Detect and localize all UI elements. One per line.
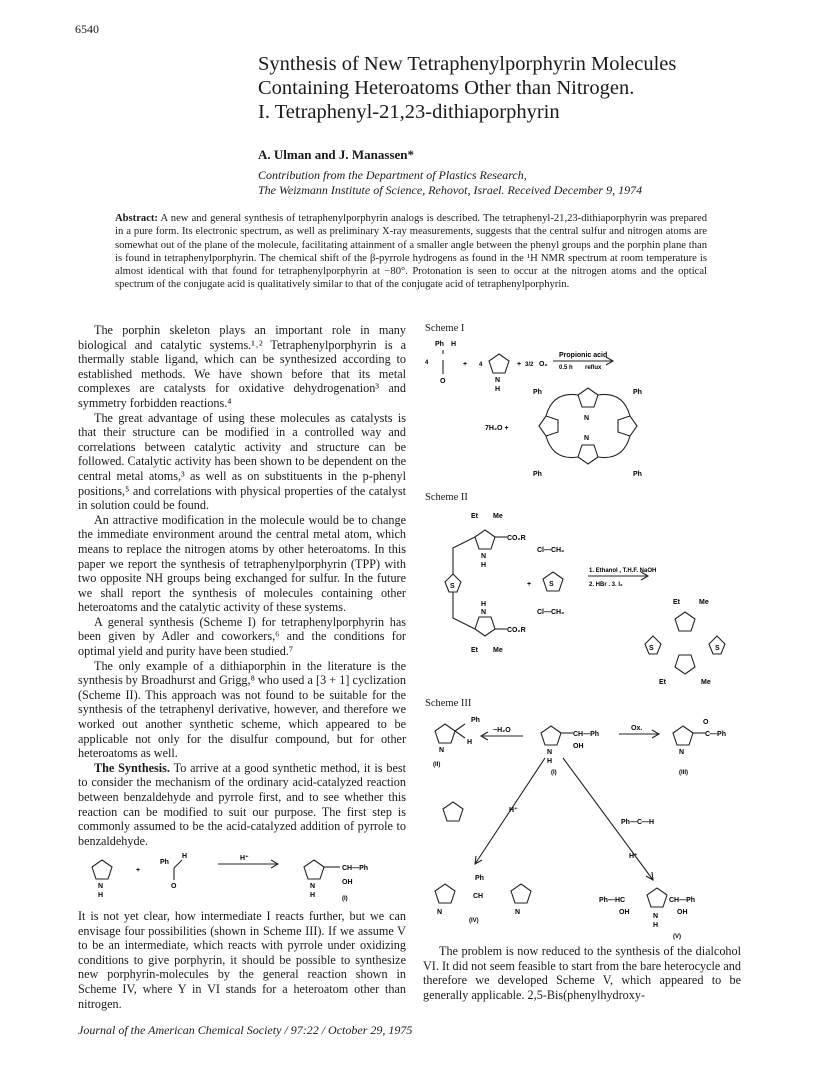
right-column-text	[423, 944, 741, 1002]
paragraph-6-text: To arrive at a good synthetic method, it is best to consider the mechanism of the ordinary acid-catalyzed reaction between benzaldehyde and pyrrole first, and to see whether this reaction can be modified to suit our purpose. The first step is commonly assumed to be the acid-catalyzed addition of pyrrole to benzaldehyde.	[78, 760, 406, 848]
s2-h-top: H	[481, 562, 487, 569]
paragraph-3: An attractive modification in the molecule would be to change the immediate environment around the central metal atom, which means to replace the nitrogen atoms by other heteroatoms. In this paper we report the synthesis of tetraphenylporphyrin (TPP) with two opposite NH groups being exchanged for sulfur. In the future we shall report the synthesis of molecules containing other heteroatoms and the catalytic activity of these systems.	[78, 512, 406, 615]
s3-n-iv-right: N	[515, 909, 521, 916]
scheme-1-label: Scheme I	[425, 323, 465, 334]
s3-label-v: (V)	[673, 934, 681, 940]
s1-cond: reflux	[585, 365, 602, 371]
s3-h-i: H	[547, 758, 553, 765]
s3-label-iii: (III)	[679, 770, 688, 776]
s3-c-ph-iii: C—Ph	[705, 731, 726, 738]
s2-ch2cl-top: Cl—CH₂	[537, 547, 565, 554]
paragraph-5: The only example of a dithiaporphin in the literature is the synthesis by Broadhurst and Grigg,⁸ who used a [3 + 1] cyclization (Scheme II). This approach was not found to be suitable for the synthesis of the tetraphenyl derivative, however, and therefore we worked out another synthetic scheme, which appeared to be applicable not only for the disulfur compound, but for other heteroatoms as well.	[78, 658, 406, 761]
s2-me-top: Me	[493, 513, 503, 520]
s3-ox: Ox.	[631, 725, 643, 732]
authors: A. Ulman and J. Manassen*	[258, 147, 415, 162]
s2-cond-2: 2. HBr . 3. I₂	[589, 582, 623, 588]
s3-oh-v-left: OH	[619, 909, 630, 916]
scheme-2-label: Scheme II	[425, 492, 468, 503]
s2-me-bottom: Me	[493, 647, 503, 654]
s3-oh-v-right: OH	[677, 909, 688, 916]
s1-ph: Ph	[435, 341, 444, 348]
s2-n-bottom: N	[481, 609, 487, 616]
s3-oh-i: OH	[573, 743, 584, 750]
affiliation-line-1: Contribution from the Department of Plastics Research,	[258, 168, 527, 182]
s3-ph-ii: Ph	[471, 717, 480, 724]
s3-hplus-right: H⁺	[629, 853, 638, 860]
scheme-2-diagram	[423, 506, 743, 686]
inline-oh: OH	[342, 879, 353, 886]
s1-n: N	[495, 377, 501, 384]
title-line-1: Synthesis of New Tetraphenylporphyrin Molecules	[258, 53, 677, 75]
paragraph-4: A general synthesis (Scheme I) for tetraphenylporphyrin has been given by Adler and coworkers,⁶ and the conditions for optimal yield and purity have been studied.⁷	[78, 614, 406, 659]
title-line-2: Containing Heteroatoms Other than Nitrogen.	[258, 77, 635, 99]
inline-reaction-scheme	[78, 840, 408, 906]
scheme-1-diagram	[423, 336, 743, 486]
s3-h-v: H	[653, 922, 659, 929]
s1-h: H	[451, 341, 457, 348]
s2-s-reagent: S	[549, 581, 554, 588]
journal-footer: Journal of the American Chemical Society / 97:22 / October 29, 1975	[78, 1023, 413, 1037]
s1-o: O	[440, 378, 446, 385]
s3-phcho: Ph—C—H	[621, 819, 655, 826]
inline-ph: Ph	[160, 859, 169, 866]
s3-ch-ph-v: CH—Ph	[669, 897, 696, 904]
s2-prod-et-bottom: Et	[659, 679, 666, 686]
inline-label-i: (I)	[342, 896, 348, 902]
s3-label-ii: (II)	[433, 762, 441, 768]
s1-ph-br: Ph	[633, 471, 642, 478]
s2-plus: +	[527, 581, 532, 588]
s3-n-ii: N	[439, 747, 445, 754]
s3-label-iv: (IV)	[469, 918, 479, 924]
inline-n: N	[98, 883, 104, 890]
s2-et-bottom: Et	[471, 647, 478, 654]
s1-ph-tl: Ph	[533, 389, 542, 396]
s3-h-ii: H	[467, 739, 473, 746]
s2-prod-et-top: Et	[673, 599, 680, 606]
s1-ph-bl: Ph	[533, 471, 542, 478]
inline-h2: H	[310, 892, 316, 899]
s2-ch2cl-bottom: Cl—CH₂	[537, 609, 565, 616]
article-title	[258, 52, 778, 124]
s3-ph-iv: Ph	[475, 875, 484, 882]
abstract	[115, 212, 707, 292]
paragraph-8: The problem is now reduced to the synthesis of the dialcohol VI. It did not seem feasible to start from the bare heterocycle and therefore we developed Scheme V, which appeared to be generally applicable. 2,5-Bis(phenylhydroxy-	[423, 944, 741, 1002]
inline-h: H	[98, 892, 104, 899]
section-heading: The Synthesis.	[94, 760, 170, 775]
s1-plus-2: +	[517, 361, 522, 368]
paragraph-7: It is not yet clear, how intermediate I reacts further, but we can envisage four possibilities (shown in Scheme III). If we assume V to be an intermediate, which reacts with pyrrole under oxidizing conditions to give porphyrin, it should be possible to synthesize new porphyrin-molecules by the general reaction shown in Scheme IV, where Y in VI stands for a heteroatom other than nitrogen.	[78, 909, 406, 1011]
s2-prod-me-top: Me	[699, 599, 709, 606]
s3-n-i: N	[547, 749, 553, 756]
affiliation	[258, 168, 642, 198]
s2-co2r-top: CO₂R	[507, 535, 526, 542]
s3-n-v: N	[653, 913, 659, 920]
title-line-3: I. Tetraphenyl-21,23-dithiaporphyrin	[258, 101, 560, 123]
s3-minus-h2o: −H₂O	[493, 727, 511, 734]
s1-coef-4b: 4	[479, 362, 483, 368]
paragraph-6	[78, 761, 406, 849]
s2-n-top: N	[481, 553, 487, 560]
s2-s-left: S	[450, 583, 455, 590]
paragraph-1: The porphin skeleton plays an important role in many biological and catalytic systems.¹˒² Tetraphenylporphyrin is a thermally stable ligand, which can be synthesized according to established methods. We have shown before that its metal complexes are catalysts for oxidative dehydrogenation³ and symmetry forbidden reactions.⁴	[78, 323, 406, 410]
s1-water: 7H₂O +	[485, 425, 509, 432]
left-column	[78, 323, 406, 848]
inline-hplus: H⁺	[240, 855, 249, 862]
s1-ph-tr: Ph	[633, 389, 642, 396]
s3-label-i: (I)	[551, 770, 557, 776]
inline-o: O	[171, 883, 177, 890]
s1-o2: O₂	[539, 361, 548, 368]
s1-plus-1: +	[463, 361, 468, 368]
s1-reagent: Propionic acid	[559, 352, 608, 359]
s2-et-top: Et	[471, 513, 478, 520]
s1-nh: H	[495, 386, 501, 393]
affiliation-line-2: The Weizmann Institute of Science, Rehovot, Israel. Received December 9, 1974	[258, 183, 643, 197]
s1-n-bottom: N	[584, 435, 590, 442]
inline-ald-h: H	[182, 853, 188, 860]
s3-ch-ph-i: CH—Ph	[573, 731, 600, 738]
s3-n-iii: N	[679, 749, 685, 756]
s1-coef-4a: 4	[425, 360, 429, 366]
s3-ph-hc: Ph—HC	[599, 897, 626, 904]
inline-ch-ph: CH—Ph	[342, 865, 369, 872]
s2-prod-s-left: S	[649, 645, 654, 652]
s3-ch-iv: CH	[473, 893, 484, 900]
s2-h-bottom: H	[481, 601, 487, 608]
s1-n-top: N	[584, 415, 590, 422]
abstract-text: A new and general synthesis of tetraphenylporphyrin analogs is described. The tetraphenyl-21,23-dithiaporphyrin was prepared in a pure form. Its electronic spectrum, as well as preliminary X-ray measurements, suggests that the central sulfur and nitrogen atoms are somewhat out of the plane of the molecule, facilitating attainment of a smaller angle between the phenyl groups and the porphin plane than is found in tetraphenylporphyrin. The chemical shift of the β-pyrrole hydrogens as found in the ¹H NMR spectrum at room temperature is almost identical with that found for tetraphenylporphyrin at −80°. Protonation is seen to occur at the nitrogen atoms and the optical spectrum of the conjugate acid is qualitatively similar to that of the conjugate acid of tetraphenylporphyrin.	[115, 213, 707, 291]
s3-n-iv-left: N	[437, 909, 443, 916]
s3-o-iii: O	[703, 719, 709, 726]
s2-prod-s-right: S	[715, 645, 720, 652]
s3-hplus-left: H⁺	[509, 807, 518, 814]
scheme-3-diagram	[423, 712, 743, 944]
scheme-3-label: Scheme III	[425, 698, 472, 709]
s2-co2r-bottom: CO₂R	[507, 627, 526, 634]
abstract-label: Abstract:	[115, 213, 158, 224]
paragraph-2: The great advantage of using these molecules as catalysts is that their structure can be modified in a controlled way and correlations between catalytic activity and structure can be followed. Catalytic activity has been shown to be dependent on the central metal atoms,³ as well as on substituents in the p-phenyl positions,⁵ and correlations with physical properties of the catalyst in solution could be found.	[78, 410, 406, 513]
s2-cond-1: 1. Ethanol , T.H.F. NaOH	[589, 568, 657, 574]
inline-plus: +	[136, 867, 141, 874]
s1-time: 0.5 h	[559, 365, 573, 371]
page-number: 6540	[75, 22, 99, 36]
s1-frac: 3/2	[525, 362, 534, 368]
inline-n2: N	[310, 883, 316, 890]
s2-prod-me-bottom: Me	[701, 679, 711, 686]
